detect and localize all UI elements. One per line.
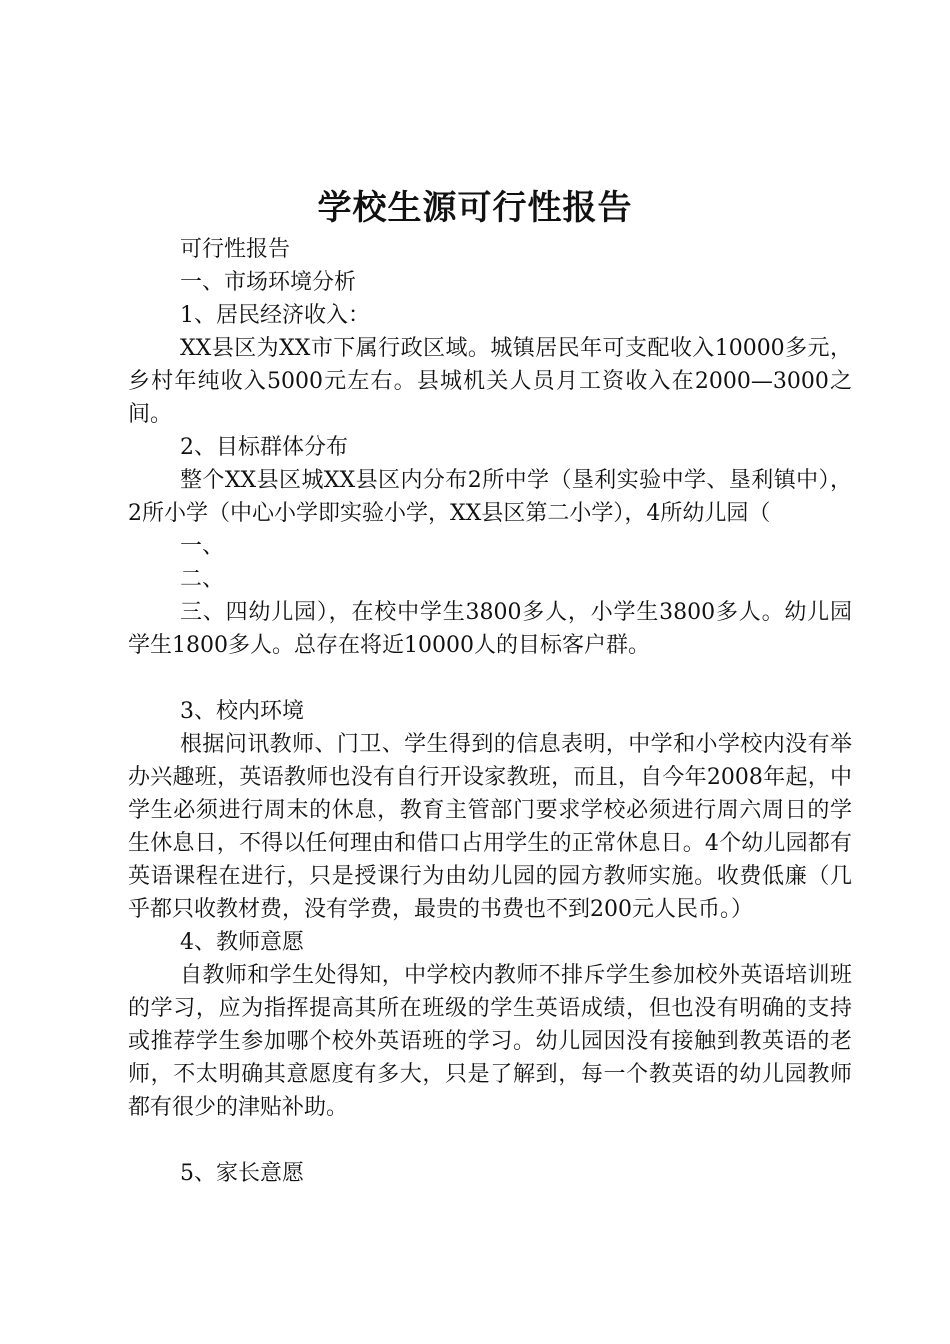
document-body <box>128 233 852 1190</box>
section-heading-market: 一、市场环境分析 <box>180 270 357 295</box>
blank-line <box>128 1124 852 1157</box>
item-heading-school-environment: 3、校内环境 <box>180 699 304 724</box>
paragraph-school-environment: 根据问讯教师、门卫、学生得到的信息表明，中学和小学校内没有举办兴趣班，英语教师也没有自行开设家教班，而且，自今年2008年起，中学生必须进行周末的休息，教育主管部门要求学校必须进行周六周日的学生休息日，不得以任何理由和借口占用学生的正常休息日。4个幼儿园都有英语课程在进行，只是授课行为由幼儿园的园方教师实施。收费低廉（几乎都只收教材费，没有学费，最贵的书费也不到200元人民币。） <box>128 732 852 922</box>
blank-line <box>128 662 852 695</box>
list-line-two: 二、 <box>180 567 225 592</box>
paragraph-target-group-continued: 三、四幼儿园），在校中学生3800多人，小学生3800多人。幼儿园学生1800多人。总存在将近10000人的目标客户群。 <box>128 600 852 658</box>
subtitle: 可行性报告 <box>180 237 291 262</box>
paragraph-income: XX县区为XX市下属行政区域。城镇居民年可支配收入10000多元，乡村年纯收入5000元左右。县城机关人员月工资收入在2000—3000之间。 <box>128 336 852 427</box>
paragraph-teacher-willingness: 自教师和学生处得知，中学校内教师不排斥学生参加校外英语培训班的学习，应为指挥提高其所在班级的学生英语成绩，但也没有明确的支持或推荐学生参加哪个校外英语班的学习。幼儿园因没有接触到教英语的老师，不太明确其意愿度有多大，只是了解到，每一个教英语的幼儿园教师都有很少的津贴补助。 <box>128 963 852 1120</box>
item-heading-target-group: 2、目标群体分布 <box>180 435 348 460</box>
item-heading-income: 1、居民经济收入： <box>180 303 370 328</box>
paragraph-target-group: 整个XX县区城XX县区内分布2所中学（垦利实验中学、垦利镇中），2所小学（中心小学即实验小学，XX县区第二小学），4所幼儿园（ <box>128 468 852 526</box>
item-heading-parent-willingness: 5、家长意愿 <box>180 1161 304 1186</box>
list-line-one: 一、 <box>180 534 225 559</box>
item-heading-teacher-willingness: 4、教师意愿 <box>180 930 304 955</box>
document-title: 学校生源可行性报告 <box>317 188 633 228</box>
